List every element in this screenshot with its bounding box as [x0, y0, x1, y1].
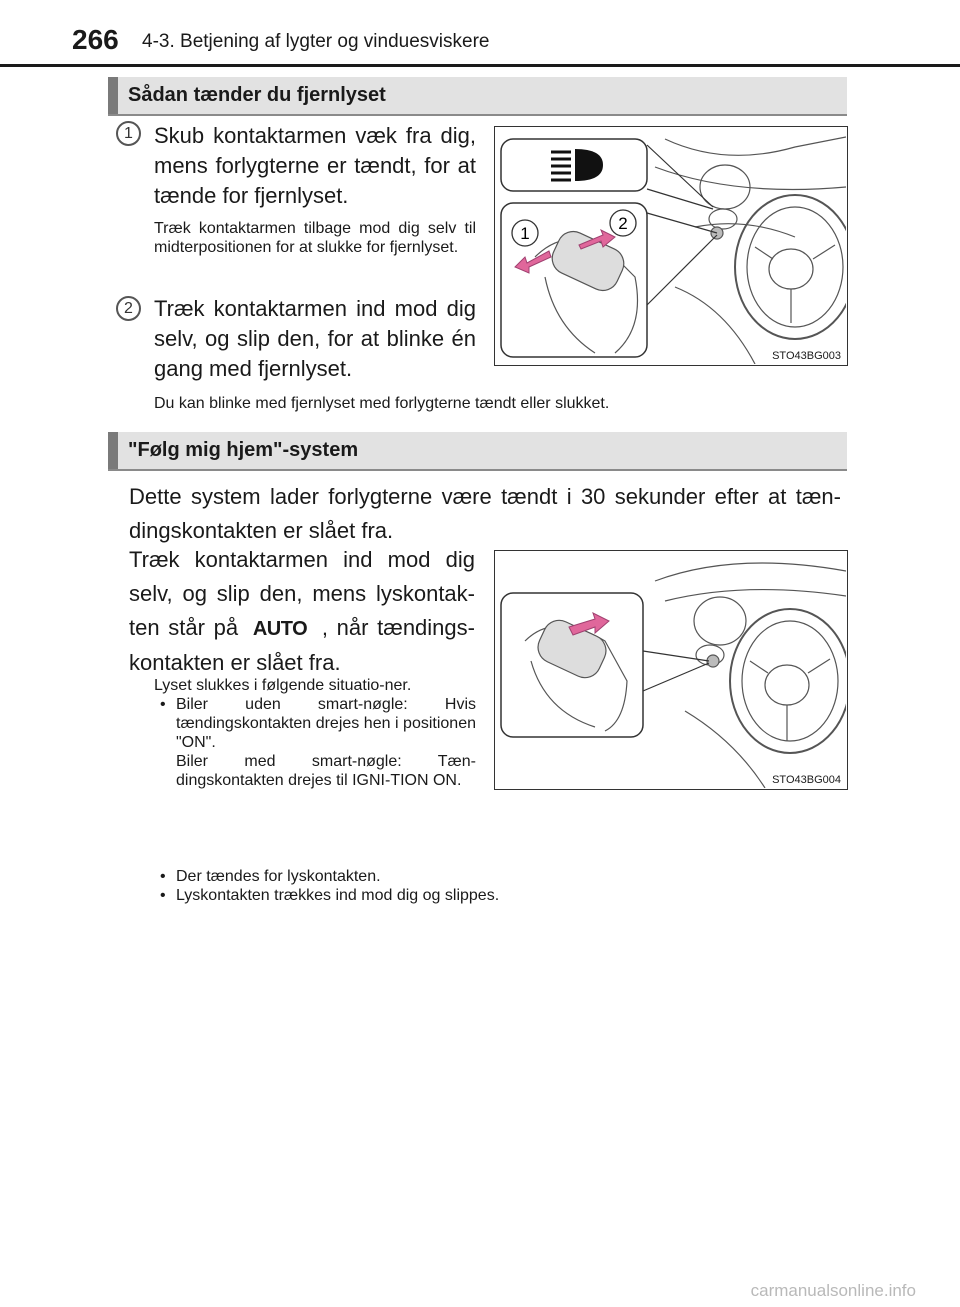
step-1-text: Skub kontaktarmen væk fra dig, mens forlygterne er tændt, for at tænde for fjernlyset.	[154, 123, 476, 208]
step-1-badge: 1	[116, 121, 141, 146]
step-1-note: Træk kontaktarmen tilbage mod dig selv til midterpositionen for at slukke for fjernlyset.	[154, 220, 476, 256]
off-conditions-intro: Lyset slukkes i følgende situatio-ner.	[154, 677, 412, 694]
follow-me-instruction	[129, 543, 475, 680]
callout-1-label: 1	[520, 224, 530, 243]
bullet-text: Biler uden smart-nøgle: Hvis tændingskontakten drejes hen i positionen "ON".	[176, 696, 476, 751]
list-item: • Biler uden smart-nøgle: Hvis tændingskontakten drejes hen i positionen "ON". Biler med smart-nøgle: Tæn-dingskontakten drejes til IGNI-TION ON.	[160, 696, 476, 789]
figure-code: STO43BG004	[772, 774, 841, 786]
section-header-high-beam	[108, 77, 847, 116]
high-beam-illustration	[495, 127, 846, 364]
follow-me-home-illustration	[495, 551, 846, 788]
step-2-badge: 2	[116, 296, 141, 321]
section-title: Sådan tænder du fjernlyset	[128, 84, 386, 106]
instruction-text-cont: , når tændings-kontakten er slået fra.	[129, 615, 475, 675]
section-header-follow-me-home	[108, 432, 847, 471]
follow-me-intro: Dette system lader forlygterne være tændt i 30 sekunder efter at tæn-dingskontakten er slået fra.	[129, 484, 841, 543]
bullet-text-cont: Biler med smart-nøgle: Tæn-dingskontakten drejes til IGNI-TION ON.	[176, 753, 476, 789]
auto-icon: AUTO	[252, 618, 308, 640]
section-accent	[108, 432, 118, 469]
step-2-note: Du kan blinke med fjernlyset med forlygterne tændt eller slukket.	[154, 395, 610, 412]
callout-2-label: 2	[618, 214, 628, 233]
header-rule	[0, 64, 960, 67]
bullet-text: Der tændes for lyskontakten.	[176, 868, 381, 885]
list-item: • Lyskontakten trækkes ind mod dig og slippes.	[154, 886, 754, 905]
off-conditions-more	[154, 867, 754, 905]
figure-high-beam	[494, 126, 848, 366]
step-2-text: Træk kontaktarmen ind mod dig selv, og slip den, for at blinke én gang med fjernlyset.	[154, 296, 476, 381]
bullet-text: Lyskontakten trækkes ind mod dig og slippes.	[176, 887, 500, 904]
chapter-title: 4-3. Betjening af lygter og vinduesviskere	[142, 31, 490, 52]
instruction-text: Træk kontaktarmen ind mod dig selv, og slip den, mens lyskontak-ten står på	[129, 547, 475, 640]
figure-code: STO43BG003	[772, 350, 841, 362]
list-item: • Der tændes for lyskontakten.	[154, 867, 754, 886]
watermark: carmanualsonline.info	[750, 1281, 916, 1300]
off-conditions	[154, 676, 476, 790]
section-title: "Følg mig hjem"-system	[128, 439, 359, 461]
page-number: 266	[72, 24, 119, 55]
section-accent	[108, 77, 118, 114]
figure-follow-me-home	[494, 550, 848, 790]
inset-headlight-symbol	[501, 139, 647, 191]
